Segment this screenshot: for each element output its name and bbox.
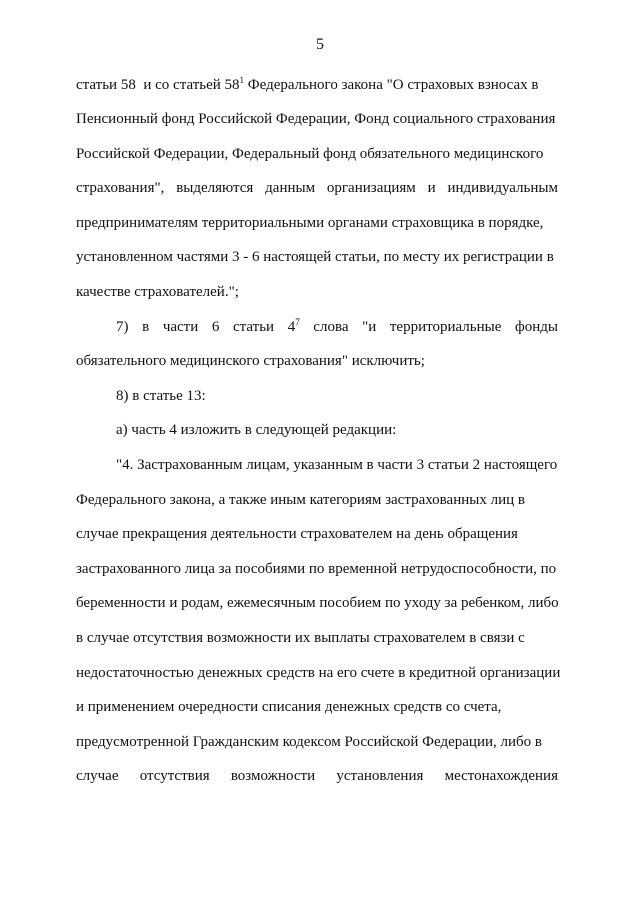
word: в — [531, 77, 539, 93]
text-line-16: беременности и родам, ежемесячным пособием по уходу за ребенком, либо — [76, 595, 559, 611]
word: 58 — [120, 77, 136, 93]
word: 58 — [224, 77, 240, 93]
word: статьи — [76, 77, 118, 93]
text-line-5: предпринимателям территориальными органами страховщика в порядке, — [76, 215, 544, 231]
word: и — [143, 77, 152, 93]
text-line-3: Российской Федерации, Федеральный фонд обязательного медицинского — [76, 146, 544, 162]
page-number: 5 — [316, 36, 324, 53]
word: статьей — [173, 77, 221, 93]
word: данным — [265, 180, 316, 196]
word: фонды — [514, 319, 558, 335]
word: закона — [341, 77, 383, 93]
word: возможности — [230, 768, 316, 784]
text-line-13: Федерального закона, а также иным категориям застрахованных лиц в — [76, 492, 525, 508]
text-line-21 — [76, 767, 558, 785]
text-line-2: Пенсионный фонд Российской Федерации, Фонд социального страхования — [76, 111, 556, 127]
word-with-superscript — [288, 318, 300, 336]
word: со — [155, 77, 170, 93]
text-line-6: установленном частями 3 - 6 настоящей статьи, по месту их регистрации в — [76, 249, 554, 265]
text-line-18: недостаточностью денежных средств на его счете в кредитной организации — [76, 665, 561, 681]
word: 6 — [211, 319, 220, 335]
word: слова — [313, 319, 349, 335]
word: в — [142, 319, 150, 335]
superscript: 1 — [239, 75, 245, 85]
word: 4 — [287, 319, 296, 335]
word: выделяются — [176, 180, 254, 196]
text-line-20: предусмотренной Гражданским кодексом Российской Федерации, либо в — [76, 734, 542, 750]
word: случае — [76, 768, 119, 784]
text-line-14: случае прекращения деятельности страхователем на день обращения — [76, 526, 518, 542]
text-line-17: в случае отсутствия возможности их выплаты страхователем в связи с — [76, 630, 525, 646]
word: страхования", — [76, 180, 165, 196]
word: статьи — [232, 319, 275, 335]
text-line-19: и применением очередности списания денежных средств со счета, — [76, 699, 502, 715]
word: отсутствия — [139, 768, 210, 784]
text-line-8 — [116, 318, 558, 336]
text-line-12: "4. Застрахованным лицам, указанным в части 3 статьи 2 настоящего — [116, 457, 558, 473]
text-line-15: застрахованного лица за пособиями по временной нетрудоспособности, по — [76, 561, 557, 577]
word: части — [162, 319, 199, 335]
word: 7) — [116, 319, 129, 335]
text-line-1 — [76, 76, 539, 94]
text-line-10: 8) в статье 13: — [116, 388, 206, 404]
word: установления — [336, 768, 424, 784]
text-line-7: качестве страхователей."; — [76, 284, 239, 300]
superscript: 7 — [295, 317, 300, 327]
word: и — [427, 180, 436, 196]
word: взносах — [477, 77, 528, 93]
word: "и — [362, 319, 377, 335]
word-with-superscript — [225, 77, 245, 93]
word: страховых — [407, 77, 474, 93]
word: индивидуальным — [447, 180, 558, 196]
word: территориальные — [389, 319, 502, 335]
word: Федерального — [247, 77, 338, 93]
text-line-9: обязательного медицинского страхования" исключить; — [76, 353, 425, 369]
text-line-11: а) часть 4 изложить в следующей редакции: — [116, 422, 397, 438]
word: "О — [386, 77, 404, 93]
text-line-4 — [76, 179, 558, 197]
word: местонахождения — [444, 768, 558, 784]
word: организациям — [326, 180, 416, 196]
